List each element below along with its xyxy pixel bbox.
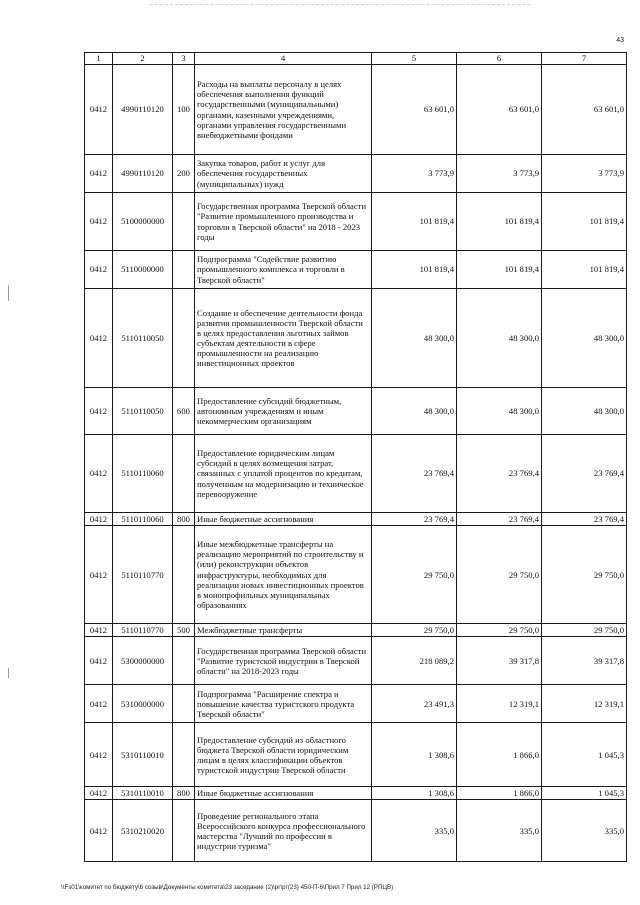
column-number: 7 xyxy=(542,53,627,65)
amount-col6: 23 769,4 xyxy=(457,435,542,513)
target-article-code: 5300000000 xyxy=(113,637,173,685)
amount-col6: 48 300,0 xyxy=(457,289,542,388)
table-row xyxy=(85,685,627,723)
column-number-row xyxy=(85,53,627,65)
table-row xyxy=(85,435,627,513)
amount-col7: 39 317,8 xyxy=(542,637,627,685)
expense-type-code xyxy=(173,193,195,251)
section-code: 0412 xyxy=(85,435,113,513)
section-code: 0412 xyxy=(85,388,113,435)
amount-col7: 101 819,4 xyxy=(542,251,627,289)
page-number: 43 xyxy=(616,37,624,44)
row-description: Проведение регионального этапа Всероссийского конкурса профессионального мастерства "Лучший по профессии в индустрии туризма" xyxy=(195,800,372,862)
amount-col6: 23 769,4 xyxy=(457,513,542,526)
column-number: 3 xyxy=(173,53,195,65)
table-row xyxy=(85,251,627,289)
amount-col7: 1 045,3 xyxy=(542,787,627,800)
target-article-code: 5110110770 xyxy=(113,526,173,624)
column-number: 5 xyxy=(372,53,457,65)
expense-type-code xyxy=(173,289,195,388)
budget-table xyxy=(84,52,627,862)
table-row xyxy=(85,624,627,637)
row-description: Предоставление юридическим лицам субсидий в целях возмещения затрат, связанных с уплатой процентов по кредитам, полученным на модернизацию и техническое перевооружение xyxy=(195,435,372,513)
section-code: 0412 xyxy=(85,526,113,624)
target-article-code: 5100000000 xyxy=(113,193,173,251)
section-code: 0412 xyxy=(85,637,113,685)
amount-col6: 101 819,4 xyxy=(457,193,542,251)
row-description: Иные межбюджетные трансферты на реализацию мероприятий по строительству и (или) реконструкции объектов инфраструктуры, необходимых для реализации новых инвестиционных проектов в монопрофильных муниципальных образованиях xyxy=(195,526,372,624)
expense-type-code xyxy=(173,723,195,787)
section-code: 0412 xyxy=(85,193,113,251)
amount-col5: 218 089,2 xyxy=(372,637,457,685)
amount-col5: 101 819,4 xyxy=(372,251,457,289)
amount-col7: 48 300,0 xyxy=(542,388,627,435)
expense-type-code xyxy=(173,800,195,862)
row-description: Закупка товаров, работ и услуг для обеспечения государственных (муниципальных) нужд xyxy=(195,155,372,193)
table-row xyxy=(85,65,627,155)
target-article-code: 5110110050 xyxy=(113,289,173,388)
amount-col6: 1 866,0 xyxy=(457,723,542,787)
amount-col6: 63 601,0 xyxy=(457,65,542,155)
row-description: Государственная программа Тверской области "Развитие промышленного производства и торговли в Тверской области" на 2018 - 2023 годы xyxy=(195,193,372,251)
expense-type-code xyxy=(173,685,195,723)
amount-col5: 23 769,4 xyxy=(372,435,457,513)
section-code: 0412 xyxy=(85,787,113,800)
amount-col5: 23 491,3 xyxy=(372,685,457,723)
amount-col5: 335,0 xyxy=(372,800,457,862)
amount-col5: 63 601,0 xyxy=(372,65,457,155)
section-code: 0412 xyxy=(85,624,113,637)
column-number: 1 xyxy=(85,53,113,65)
target-article-code: 5110110770 xyxy=(113,624,173,637)
amount-col5: 23 769,4 xyxy=(372,513,457,526)
amount-col7: 101 819,4 xyxy=(542,193,627,251)
amount-col6: 29 750,0 xyxy=(457,624,542,637)
expense-type-code xyxy=(173,637,195,685)
section-code: 0412 xyxy=(85,685,113,723)
expense-type-code: 200 xyxy=(173,155,195,193)
table-row xyxy=(85,787,627,800)
table-row xyxy=(85,513,627,526)
table-row xyxy=(85,388,627,435)
section-code: 0412 xyxy=(85,65,113,155)
target-article-code: 4990110120 xyxy=(113,65,173,155)
scan-mark xyxy=(8,668,9,678)
table-row xyxy=(85,526,627,624)
section-code: 0412 xyxy=(85,800,113,862)
table-row xyxy=(85,800,627,862)
table-row xyxy=(85,193,627,251)
row-description: Предоставление субсидий бюджетным, автономным учреждениям и иным некоммерческим организациям xyxy=(195,388,372,435)
amount-col7: 1 045,3 xyxy=(542,723,627,787)
target-article-code: 5110110050 xyxy=(113,388,173,435)
column-number: 4 xyxy=(195,53,372,65)
expense-type-code xyxy=(173,435,195,513)
amount-col5: 1 308,6 xyxy=(372,787,457,800)
row-description: Межбюджетные трансферты xyxy=(195,624,372,637)
amount-col5: 101 819,4 xyxy=(372,193,457,251)
target-article-code: 5110110060 xyxy=(113,513,173,526)
expense-type-code: 500 xyxy=(173,624,195,637)
section-code: 0412 xyxy=(85,723,113,787)
expense-type-code: 800 xyxy=(173,787,195,800)
row-description: Создание и обеспечение деятельности фонда развития промышленности Тверской области в целях предоставления льготных займов субъектам деятельности в сфере промышленности на реализацию инвестиционных проектов xyxy=(195,289,372,388)
amount-col6: 335,0 xyxy=(457,800,542,862)
expense-type-code: 600 xyxy=(173,388,195,435)
target-article-code: 5110000000 xyxy=(113,251,173,289)
amount-col7: 29 750,0 xyxy=(542,526,627,624)
scan-top-marks xyxy=(150,4,530,6)
expense-type-code: 800 xyxy=(173,513,195,526)
expense-type-code xyxy=(173,251,195,289)
amount-col5: 48 300,0 xyxy=(372,388,457,435)
section-code: 0412 xyxy=(85,155,113,193)
table-row xyxy=(85,723,627,787)
expense-type-code: 100 xyxy=(173,65,195,155)
amount-col7: 335,0 xyxy=(542,800,627,862)
amount-col6: 29 750,0 xyxy=(457,526,542,624)
section-code: 0412 xyxy=(85,513,113,526)
row-description: Предоставление субсидий из областного бюджета Тверской области юридическим лицам в целях классификации объектов туристской индустрии Тверской области xyxy=(195,723,372,787)
row-description: Государственная программа Тверской области "Развитие туристской индустрии в Тверской области" на 2018-2023 годы xyxy=(195,637,372,685)
file-path-footer: \\Fs01\комитет по бюджету\6 созыв\Документы комитета\23 заседание (2)\рг\рг(23) 450-П-6\Прил 7 Прил 12 (РПЦВ) xyxy=(61,884,394,891)
scan-mark xyxy=(8,285,9,301)
row-description: Расходы на выплаты персоналу в целях обеспечения выполнения функций государственными (муниципальными) органами, казенными учреждениями, органами управления государственными внебюджетными фондами xyxy=(195,65,372,155)
amount-col7: 23 769,4 xyxy=(542,435,627,513)
amount-col6: 3 773,9 xyxy=(457,155,542,193)
target-article-code: 4990110120 xyxy=(113,155,173,193)
target-article-code: 5310000000 xyxy=(113,685,173,723)
amount-col6: 12 319,1 xyxy=(457,685,542,723)
amount-col7: 29 750,0 xyxy=(542,624,627,637)
amount-col5: 29 750,0 xyxy=(372,624,457,637)
amount-col7: 48 300,0 xyxy=(542,289,627,388)
amount-col5: 48 300,0 xyxy=(372,289,457,388)
target-article-code: 5310210020 xyxy=(113,800,173,862)
amount-col7: 23 769,4 xyxy=(542,513,627,526)
row-description: Иные бюджетные ассигнования xyxy=(195,513,372,526)
target-article-code: 5110110060 xyxy=(113,435,173,513)
section-code: 0412 xyxy=(85,251,113,289)
table-row xyxy=(85,155,627,193)
amount-col5: 1 308,6 xyxy=(372,723,457,787)
amount-col7: 3 773,9 xyxy=(542,155,627,193)
table-row xyxy=(85,637,627,685)
section-code: 0412 xyxy=(85,289,113,388)
amount-col5: 29 750,0 xyxy=(372,526,457,624)
amount-col6: 101 819,4 xyxy=(457,251,542,289)
expense-type-code xyxy=(173,526,195,624)
column-number: 6 xyxy=(457,53,542,65)
amount-col5: 3 773,9 xyxy=(372,155,457,193)
amount-col7: 63 601,0 xyxy=(542,65,627,155)
table-row xyxy=(85,289,627,388)
row-description: Подпрограмма "Расширение спектра и повышение качества туристского продукта Тверской области" xyxy=(195,685,372,723)
row-description: Иные бюджетные ассигнования xyxy=(195,787,372,800)
column-number: 2 xyxy=(113,53,173,65)
amount-col6: 39 317,8 xyxy=(457,637,542,685)
row-description: Подпрограмма "Содействие развитию промышленного комплекса и торговли в Тверской области" xyxy=(195,251,372,289)
target-article-code: 5310110010 xyxy=(113,787,173,800)
target-article-code: 5310110010 xyxy=(113,723,173,787)
amount-col6: 1 866,0 xyxy=(457,787,542,800)
amount-col7: 12 319,1 xyxy=(542,685,627,723)
amount-col6: 48 300,0 xyxy=(457,388,542,435)
